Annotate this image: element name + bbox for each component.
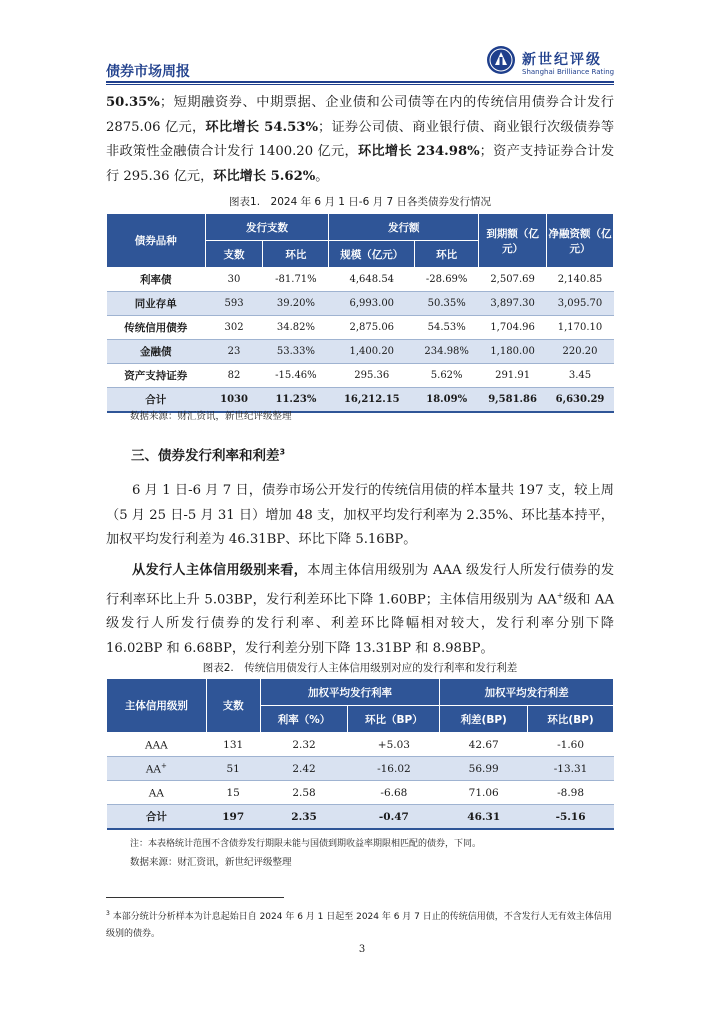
cell: 同业存单 xyxy=(107,292,206,316)
table-row xyxy=(107,733,614,757)
cell: 50.35% xyxy=(415,292,479,316)
rating-spread-table xyxy=(106,678,614,830)
cell: 54.53% xyxy=(415,316,479,340)
section-title xyxy=(131,444,285,464)
cell: 2.32 xyxy=(260,733,348,757)
cell: 9,581.86 xyxy=(479,388,547,413)
cell: -5.16 xyxy=(528,805,614,830)
table2-caption: 图表2. 传统信用债发行人主体信用级别对应的发行利率和发行利差 xyxy=(202,662,518,674)
cell: 6,993.00 xyxy=(329,292,415,316)
brilliance-logo-icon xyxy=(486,45,516,75)
cell: 302 xyxy=(205,316,263,340)
header-net-financing: 净融资额（亿元） xyxy=(547,214,614,268)
cell: 传统信用债券 xyxy=(107,316,206,340)
cell: 2.42 xyxy=(260,757,348,781)
table2-source: 数据来源：财汇资讯，新世纪评级整理 xyxy=(130,857,292,868)
text-bold: 从发行人主体信用级别来看， xyxy=(132,563,308,578)
cell: 15 xyxy=(206,781,260,805)
cell: 30 xyxy=(205,268,263,292)
cell: 1,400.20 xyxy=(329,340,415,364)
cell: 1030 xyxy=(205,388,263,413)
table-row xyxy=(107,364,614,388)
text-bold: 50.35% xyxy=(106,95,160,110)
rating-label: AA xyxy=(145,763,162,776)
rating-label: AAA xyxy=(145,739,168,752)
cell: -6.68 xyxy=(348,781,440,805)
table-row xyxy=(107,757,614,781)
cell: 18.09% xyxy=(415,388,479,413)
text: ；证券公司债、商业银行债、商业银行次级债券等非政策性金融债合计发行 1400.20 亿元， xyxy=(106,119,615,159)
cell: 资产支持证券 xyxy=(107,364,206,388)
header-amount-change: 环比 xyxy=(415,241,479,268)
brand-name-cn: 新世纪评级 xyxy=(522,52,602,68)
footnote-mark: 3 xyxy=(106,910,110,917)
section-title-text: 三、债券发行利率和利差 xyxy=(131,448,280,464)
cell: +5.03 xyxy=(348,733,440,757)
cell: 3,897.30 xyxy=(479,292,547,316)
cell: -8.98 xyxy=(528,781,614,805)
rating-sup: + xyxy=(161,761,167,770)
cell: 220.20 xyxy=(547,340,614,364)
cell: 1,180.00 xyxy=(479,340,547,364)
cell: 3.45 xyxy=(547,364,614,388)
cell: 1,704.96 xyxy=(479,316,547,340)
cell: 23 xyxy=(205,340,263,364)
cell: 2.35 xyxy=(260,805,348,830)
cell: 利率债 xyxy=(107,268,206,292)
cell xyxy=(107,781,207,805)
cell: 1,170.10 xyxy=(547,316,614,340)
header-rule-thin xyxy=(106,84,614,85)
cell: -0.47 xyxy=(348,805,440,830)
cell: 42.67 xyxy=(440,733,528,757)
cell: 2.58 xyxy=(260,781,348,805)
cell: 295.36 xyxy=(329,364,415,388)
cell: 11.23% xyxy=(263,388,329,413)
header-rate-change: 环比（BP） xyxy=(348,706,440,733)
table-row xyxy=(107,268,614,292)
cell xyxy=(107,733,207,757)
rating-label: AA xyxy=(148,787,164,800)
cell: -28.69% xyxy=(415,268,479,292)
header-issue-amount: 发行额 xyxy=(329,214,479,241)
cell: -13.31 xyxy=(528,757,614,781)
cell: 合计 xyxy=(107,805,207,830)
text-bold: 环比增长 54.53% xyxy=(205,119,318,135)
sample-paragraph: 6 月 1 日-6 月 7 日，债券市场公开发行的传统信用债的样本量共 197 支，较上周（5 月 25 日-5 月 31 日）增加 48 支，加权平均发行利率为 2.35%、环比基本持平，加权平均发行利差为 46.31BP、环比下降 5.16BP。 xyxy=(106,483,614,547)
footnote xyxy=(106,905,614,943)
cell: 593 xyxy=(205,292,263,316)
cell: 2,875.06 xyxy=(329,316,415,340)
header-count-change: 环比 xyxy=(263,241,329,268)
text-bold: 环比增长 5.62% xyxy=(213,168,316,184)
header-count: 支数 xyxy=(205,241,263,268)
header-count: 支数 xyxy=(206,679,260,733)
cell: 53.33% xyxy=(263,340,329,364)
header-rate: 利率（%） xyxy=(260,706,348,733)
cell: 234.98% xyxy=(415,340,479,364)
cell: 2,507.69 xyxy=(479,268,547,292)
cell: 56.99 xyxy=(440,757,528,781)
footnote-text: 本部分统计分析样本为计息起始日自 2024 年 6 月 1 日起至 2024 年 6 月 7 日止的传统信用债，不含发行人无有效主体信用级别的债券。 xyxy=(106,912,612,939)
cell: -1.60 xyxy=(528,733,614,757)
cell: -16.02 xyxy=(348,757,440,781)
cell: 291.91 xyxy=(479,364,547,388)
cell: 4,648.54 xyxy=(329,268,415,292)
text: 本周主体信用级别为 AAA 级发行人所发行债券的发行利率环比上升 5.03BP，发行利差环比下降 1.60BP；主体信用级别为 AA xyxy=(106,563,615,607)
cell: 71.06 xyxy=(440,781,528,805)
bond-issuance-table xyxy=(106,213,614,413)
table1-source: 数据来源：财汇资讯，新世纪评级整理 xyxy=(130,411,292,422)
text: ；短期融资券、中期票据、企业债和公司债等在内的传统信用债券合计发行 2875.06 亿元， xyxy=(106,95,614,135)
cell: 39.20% xyxy=(263,292,329,316)
cell: -15.46% xyxy=(263,364,329,388)
header-issue-count: 发行支数 xyxy=(205,214,329,241)
table1-caption: 图表1. 2024 年 6 月 1 日-6 月 7 日各类债券发行情况 xyxy=(229,196,491,208)
cell: 82 xyxy=(205,364,263,388)
cell: 197 xyxy=(206,805,260,830)
text: 级和 AA 级发行人所发行债券的发行利率、利差环比降幅相对较大，发行利率分别下降 16.02BP 和 6.68BP，发行利差分别下降 13.31BP 和 8.98BP。 xyxy=(106,591,614,656)
cell: 金融债 xyxy=(107,340,206,364)
intro-paragraph xyxy=(106,91,614,189)
cell: 46.31 xyxy=(440,805,528,830)
header-scale: 规模（亿元） xyxy=(329,241,415,268)
brand-name-en: Shanghai Brilliance Rating xyxy=(522,68,615,76)
table-total-row xyxy=(107,805,614,830)
cell xyxy=(107,757,207,781)
cell: 131 xyxy=(206,733,260,757)
cell: 5.62% xyxy=(415,364,479,388)
page-number: 3 xyxy=(358,944,366,955)
cell: 2,140.85 xyxy=(547,268,614,292)
table-row xyxy=(107,781,614,805)
text: 。 xyxy=(315,168,329,184)
cell: -81.71% xyxy=(263,268,329,292)
table-row xyxy=(107,292,614,316)
text-sup: + xyxy=(556,590,564,600)
header-spread: 利差(BP) xyxy=(440,706,528,733)
header-rule xyxy=(106,81,614,83)
header-spread-change: 环比(BP) xyxy=(528,706,614,733)
cell: 16,212.15 xyxy=(329,388,415,413)
table-row xyxy=(107,340,614,364)
cell: 6,630.29 xyxy=(547,388,614,413)
header-spread-group: 加权平均发行利差 xyxy=(440,679,614,706)
cell: 51 xyxy=(206,757,260,781)
header-rate-group: 加权平均发行利率 xyxy=(260,679,440,706)
report-title: 债券市场周报 xyxy=(106,64,190,80)
text-bold: 环比增长 234.98% xyxy=(357,144,480,159)
cell: 合计 xyxy=(107,388,206,413)
footnote-rule xyxy=(106,897,284,898)
header-variety: 债券品种 xyxy=(107,214,206,268)
footnote-mark: 3 xyxy=(279,447,286,457)
table-row xyxy=(107,316,614,340)
header-maturity: 到期额（亿元） xyxy=(479,214,547,268)
header-rating: 主体信用级别 xyxy=(107,679,207,733)
rating-paragraph xyxy=(106,559,614,661)
table2-note: 注：本表格统计范围不含债券发行期限未能与国债到期收益率期限相匹配的债券，下同。 xyxy=(130,839,482,849)
text: ；资产支持证券合计发行 295.36 亿元， xyxy=(106,144,615,184)
cell: 3,095.70 xyxy=(547,292,614,316)
cell: 34.82% xyxy=(263,316,329,340)
